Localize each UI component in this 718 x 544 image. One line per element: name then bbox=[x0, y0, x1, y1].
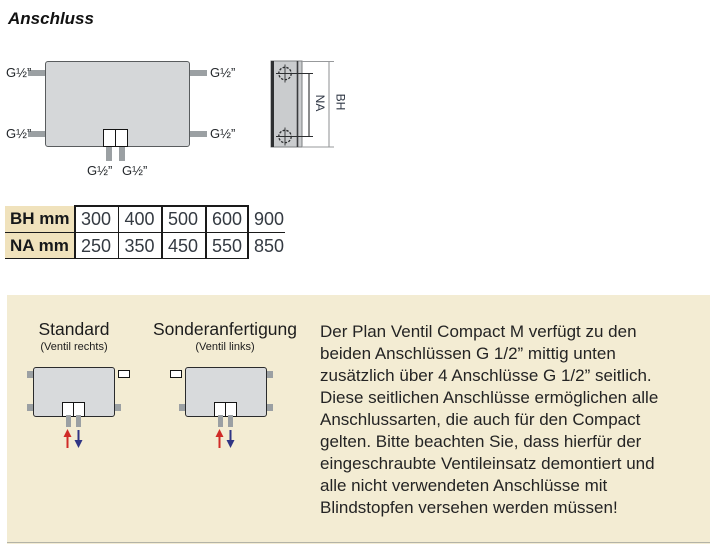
table-rule-vertical bbox=[205, 205, 207, 259]
return-down-arrow-icon bbox=[75, 430, 83, 448]
page-bottom-rule bbox=[7, 542, 710, 543]
flow-direction-arrows bbox=[61, 429, 87, 449]
table-rule-vertical bbox=[161, 205, 163, 259]
body-text-line: eingeschraubte Ventileinsatz demontiert und bbox=[320, 454, 655, 473]
variant-sonder-subtitle: (Ventil links) bbox=[195, 341, 255, 353]
body-text-line: Diese seitlichen Anschlüsse ermöglichen alle bbox=[320, 388, 659, 407]
connector-stub-top-right bbox=[190, 70, 207, 76]
na-dimension-label: NA bbox=[313, 94, 327, 112]
connection-label-top-left: G½” bbox=[6, 65, 32, 80]
mini-stub-top-left bbox=[27, 371, 33, 378]
table-cell: 500 bbox=[168, 209, 199, 229]
table-cell: 350 bbox=[124, 235, 155, 256]
mini-pipe-left bbox=[66, 415, 71, 427]
table-cell: 300 bbox=[81, 209, 112, 229]
dimensions-table bbox=[5, 205, 297, 259]
body-text-line: gelten. Bitte beachten Sie, dass hierfür der bbox=[320, 432, 642, 451]
flow-direction-arrows bbox=[213, 429, 239, 449]
table-cell: 250 bbox=[81, 235, 112, 256]
mini-radiator-standard bbox=[33, 367, 115, 417]
connector-stub-bottom-right bbox=[190, 131, 207, 137]
mini-stub-bottom-right bbox=[267, 404, 273, 411]
variant-standard-subtitle: (Ventil rechts) bbox=[40, 341, 108, 353]
bottom-valve-ports bbox=[103, 129, 128, 147]
table-cell: 450 bbox=[168, 235, 199, 256]
body-text-line: beiden Anschlüssen G 1/2” mittig unten bbox=[320, 344, 616, 363]
side-view-diagram bbox=[263, 54, 348, 156]
port-divider bbox=[115, 130, 117, 146]
connection-label-bottom-left: G½” bbox=[87, 163, 113, 178]
connection-label-top-right: G½” bbox=[210, 65, 236, 80]
info-panel bbox=[7, 295, 710, 544]
mini-pipe-right bbox=[228, 415, 233, 427]
table-rule-vertical bbox=[74, 205, 76, 259]
mini-stub-top-right bbox=[267, 371, 273, 378]
mini-pipe-right bbox=[76, 415, 81, 427]
body-text-line: alle nicht verwendeten Anschlüsse mit bbox=[320, 476, 608, 495]
mini-radiator-sonderanfertigung bbox=[185, 367, 267, 417]
bottom-pipe-right bbox=[119, 147, 125, 161]
mini-pipe-left bbox=[218, 415, 223, 427]
valve-connector-right bbox=[118, 370, 130, 378]
page-title: Anschluss bbox=[8, 9, 94, 28]
table-header-bh: BH mm bbox=[5, 206, 74, 232]
variant-standard-title: Standard bbox=[38, 319, 110, 339]
table-rule-vertical bbox=[118, 205, 120, 259]
table-rule-bottom bbox=[5, 258, 247, 260]
body-text-line: Blindstopfen versehen werden müssen! bbox=[320, 498, 618, 517]
table-cell: 600 bbox=[212, 209, 243, 229]
connection-label-mid-right: G½” bbox=[210, 126, 236, 141]
connection-label-bottom-right: G½” bbox=[122, 163, 148, 178]
table-cell: 400 bbox=[124, 209, 155, 229]
flow-up-arrow-icon bbox=[64, 429, 72, 448]
table-rule-middle bbox=[5, 232, 285, 234]
bh-dimension-label: BH bbox=[333, 93, 348, 111]
mini-stub-bottom-left bbox=[179, 404, 185, 411]
return-down-arrow-icon bbox=[227, 430, 235, 448]
body-text-line: Anschlussarten, die auch für den Compact bbox=[320, 410, 641, 429]
table-cell: 550 bbox=[212, 235, 243, 256]
table-cell: 850 bbox=[254, 235, 285, 256]
table-cell: 900 bbox=[254, 209, 285, 229]
connection-label-mid-left: G½” bbox=[6, 126, 32, 141]
valve-connector-left bbox=[170, 370, 182, 378]
table-rule-vertical bbox=[247, 205, 249, 259]
port-divider bbox=[73, 403, 74, 416]
mini-stub-bottom-right bbox=[115, 404, 121, 411]
body-text-line: Der Plan Ventil Compact M verfügt zu den bbox=[320, 322, 637, 341]
flow-up-arrow-icon bbox=[216, 429, 224, 448]
mini-stub-bottom-left bbox=[27, 404, 33, 411]
variant-sonder-title: Sonderanfertigung bbox=[153, 319, 297, 339]
table-header-na: NA mm bbox=[5, 233, 74, 259]
body-text-line: zusätzlich über 4 Anschlüsse G 1/2” seitlich. bbox=[320, 366, 652, 385]
bottom-pipe-left bbox=[106, 147, 112, 161]
port-divider bbox=[225, 403, 226, 416]
